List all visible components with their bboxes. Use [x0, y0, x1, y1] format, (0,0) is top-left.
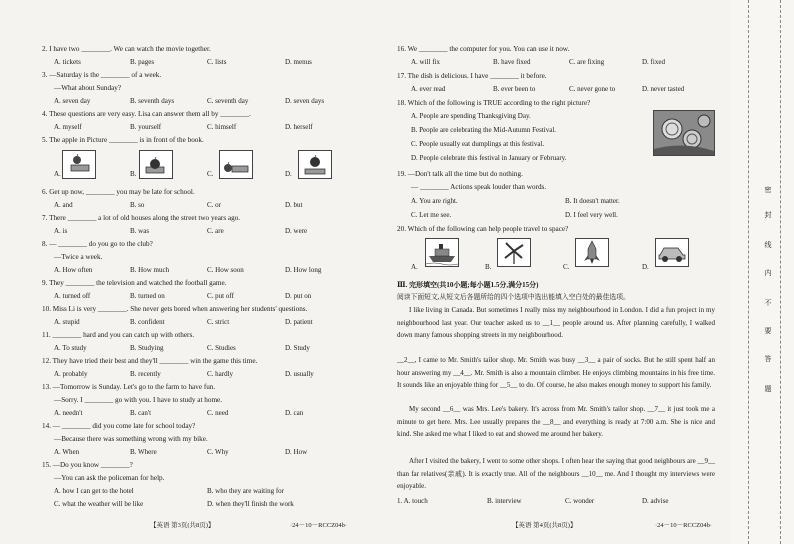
- option: B. interview: [487, 497, 522, 505]
- option: D. patient: [285, 318, 313, 326]
- seal-char: 答: [764, 355, 772, 363]
- passage-paragraph: __2__, I came to Mr. Smith's tailor shop. Mr. Smith was busy __3__ a pair of socks. But he still spent half an hour answering my __4__. Mr. Smith is also a mountain climber. He enjoys climbing mountains in his free time. It sounds like an enjoyable thing for __5__ to do. Of course, he also makes enough money to support his family.: [397, 356, 715, 390]
- question-20: 20. Which of the following can help people travel to space?: [397, 225, 569, 233]
- seal-char: 内: [764, 269, 772, 277]
- option: A. needn't: [54, 409, 83, 417]
- option: B. seventh days: [130, 97, 175, 105]
- question-4: 4. These questions are very easy. Lisa can answer them all by ________.: [42, 110, 251, 118]
- question-19-response: — ________ Actions speak louder than words.: [411, 183, 547, 191]
- passage-paragraph: After I visited the bakery, I went to some other shops. I often hear the saying that good neighbours are __9__ than far relatives(亲戚). It is exactly true. All of the neighbours __10__ me. And I thought my interviews were enjoyable.: [397, 457, 715, 491]
- option: C. seventh day: [207, 97, 249, 105]
- seal-char: 要: [764, 327, 772, 335]
- option: B. have fixed: [493, 58, 531, 66]
- option: A.: [54, 170, 61, 178]
- option: B. pages: [130, 58, 155, 66]
- option: B. Studying: [130, 344, 164, 352]
- option: D. fixed: [642, 58, 665, 66]
- option: A. When: [54, 448, 80, 456]
- question-5: 5. The apple in Picture ________ is in front of the book.: [42, 136, 204, 144]
- option: A. stupid: [54, 318, 80, 326]
- option: D. Study: [285, 344, 310, 352]
- question-16: 16. We ________ the computer for you. You can use it now.: [397, 45, 570, 53]
- page-footer-code: ·24－10－RCCZ04b·: [655, 522, 713, 529]
- option: B. Where: [130, 448, 157, 456]
- question-14: 14. — ________ did you come late for school today?: [42, 422, 196, 430]
- page-footer-code: ·24－10－RCCZ04b·: [290, 522, 348, 529]
- question-8-response: —Twice a week.: [54, 253, 103, 261]
- question-17: 17. The dish is delicious. I have ________ it before.: [397, 72, 547, 80]
- option: A.: [411, 263, 418, 271]
- option: B. It doesn't matter.: [565, 197, 620, 205]
- question-12: 12. They have tried their best and they'll ________ win the game this time.: [42, 357, 258, 365]
- option: C. Studies: [207, 344, 236, 352]
- option: D. put on: [285, 292, 312, 300]
- option: C. Let me see.: [411, 211, 452, 219]
- option: C. need: [207, 409, 229, 417]
- option: B. confident: [130, 318, 165, 326]
- seal-char: 线: [764, 241, 772, 249]
- option: B. so: [130, 201, 145, 209]
- option: C. himself: [207, 123, 237, 131]
- option: C. People usually eat dumplings at this festival.: [411, 140, 545, 148]
- option: A. and: [54, 201, 73, 209]
- option: B. How much: [130, 266, 170, 274]
- question-2: 2. I have two ________. We can watch the movie together.: [42, 45, 211, 53]
- option: B. who they are waiting for: [207, 487, 284, 495]
- option: D. usually: [285, 370, 314, 378]
- question-18: 18. Which of the following is TRUE according to the right picture?: [397, 99, 591, 107]
- option: A. ever read: [411, 85, 446, 93]
- option: A. You are right.: [411, 197, 458, 205]
- option: D. seven days: [285, 97, 325, 105]
- option: A. tickets: [54, 58, 81, 66]
- option: B. ever been to: [493, 85, 536, 93]
- option: A. seven day: [54, 97, 91, 105]
- question-3-response: —What about Sunday?: [54, 84, 122, 92]
- option: D. never tasted: [642, 85, 685, 93]
- option: C. never gone to: [569, 85, 616, 93]
- option: B. yourself: [130, 123, 162, 131]
- question-13: 13. —Tomorrow is Sunday. Let's go to the farm to have fun.: [42, 383, 216, 391]
- passage-paragraph: My second __6__ was Mrs. Lee's bakery. It's across from Mr. Smith's tailor shop. __7__ it just took me a minute to get here. Mrs. Lee usually prepares the __8__ and everything is ready at 7:00 a.m. She is nice and kind. She asked me what I liked to eat and showed me around her bakery.: [397, 405, 715, 439]
- option: A. turned off: [54, 292, 91, 300]
- option: C. hardly: [207, 370, 234, 378]
- option: A. probably: [54, 370, 88, 378]
- option: B. was: [130, 227, 150, 235]
- option: B.: [130, 170, 137, 178]
- page-footer-label: 【英语 第4页(共8页)】: [512, 522, 577, 529]
- question-10: 10. Miss Li is very ________. She never gets bored when answering her students' questions.: [42, 305, 308, 313]
- question-6: 6. Get up now, ________ you may be late for school.: [42, 188, 195, 196]
- question-19: 19. —Don't talk all the time but do nothing.: [397, 170, 523, 178]
- section-title: Ⅲ. 完形填空(共10小题;每小题1.5分,满分15分): [397, 281, 539, 289]
- ship-picture: [425, 238, 459, 267]
- rocket-picture: [575, 238, 609, 267]
- page-footer-label: 【英语 第3页(共8页)】: [150, 522, 215, 529]
- apple-book-picture-d: [298, 150, 332, 179]
- option: A. how I can get to the hotel: [54, 487, 134, 495]
- option: D. were: [285, 227, 308, 235]
- option: C. are: [207, 227, 224, 235]
- option: D. I feel very well.: [565, 211, 618, 219]
- question-14-response: —Because there was something wrong with my bike.: [54, 435, 208, 443]
- option: C. lists: [207, 58, 227, 66]
- option: D.: [642, 263, 649, 271]
- option: A. is: [54, 227, 68, 235]
- option: C. what the weather will be like: [54, 500, 144, 508]
- option: C. or: [207, 201, 221, 209]
- option: D.: [285, 170, 292, 178]
- option: A. will fix: [411, 58, 440, 66]
- option: A. How often: [54, 266, 93, 274]
- question-9: 9. They ________ the television and watched the football game.: [42, 279, 227, 287]
- option: C. put off: [207, 292, 234, 300]
- option: C. Why: [207, 448, 229, 456]
- passage-paragraph: I like living in Canada. But sometimes I really miss my neighbourhood in London. I did a fun project in my neighbourhood last year. Our teacher asked us to __1__ people around us. After planning carefully, I walked down many famous shopping streets in my neighbourhood.: [397, 306, 715, 340]
- option: D. when they'll finish the work: [207, 500, 294, 508]
- option: C. strict: [207, 318, 230, 326]
- option: C. How soon: [207, 266, 244, 274]
- option: B. turned on: [130, 292, 165, 300]
- question-3: 3. —Saturday is the ________ of a week.: [42, 71, 162, 79]
- windmill-picture: [497, 238, 531, 267]
- cloze-question-1: 1. A. touch: [397, 497, 428, 505]
- seal-char: 题: [764, 385, 772, 393]
- option: C.: [563, 263, 570, 271]
- apple-book-picture-a: [62, 150, 96, 179]
- question-15-response: —You can ask the policeman for help.: [54, 474, 165, 482]
- option: B. can't: [130, 409, 152, 417]
- section-instructions: 阅读下面短文,从短文后各题所给的四个选项中选出能填入空白处的最佳选项。: [397, 294, 630, 301]
- seal-char: 封: [764, 211, 772, 219]
- option: C. wonder: [565, 497, 595, 505]
- apple-book-picture-c: [219, 150, 253, 179]
- question-15: 15. —Do you know ________?: [42, 461, 133, 469]
- option: D. can: [285, 409, 304, 417]
- option: D. People celebrate this festival in January or February.: [411, 154, 567, 162]
- car-picture: [655, 238, 689, 267]
- seal-char: 密: [764, 186, 772, 194]
- seal-margin: [730, 0, 794, 544]
- question-11: 11. ________ hard and you can catch up with others.: [42, 331, 195, 339]
- question-8: 8. — ________ do you go to the club?: [42, 240, 153, 248]
- option: D. advise: [642, 497, 669, 505]
- seal-line: [748, 0, 749, 544]
- option: A. People are spending Thanksgiving Day.: [411, 112, 531, 120]
- question-7: 7. There ________ a lot of old houses along the street two years ago.: [42, 214, 241, 222]
- option: D. How: [285, 448, 308, 456]
- apple-book-picture-b: [139, 150, 173, 179]
- option: C.: [207, 170, 214, 178]
- mooncake-festival-photo: [653, 110, 715, 156]
- seal-char: 不: [764, 299, 772, 307]
- seal-line: [780, 0, 781, 544]
- option: B.: [485, 263, 492, 271]
- option: A. myself: [54, 123, 82, 131]
- option: D. menus: [285, 58, 312, 66]
- question-13-response: —Sorry. I ________ go with you. I have to study at home.: [54, 396, 223, 404]
- right-page: [397, 0, 730, 544]
- option: A. To study: [54, 344, 87, 352]
- option: D. How long: [285, 266, 322, 274]
- option: B. People are celebrating the Mid-Autumn Festival.: [411, 126, 557, 134]
- option: D. but: [285, 201, 303, 209]
- option: B. recently: [130, 370, 161, 378]
- option: C. are fixing: [569, 58, 605, 66]
- option: D. herself: [285, 123, 313, 131]
